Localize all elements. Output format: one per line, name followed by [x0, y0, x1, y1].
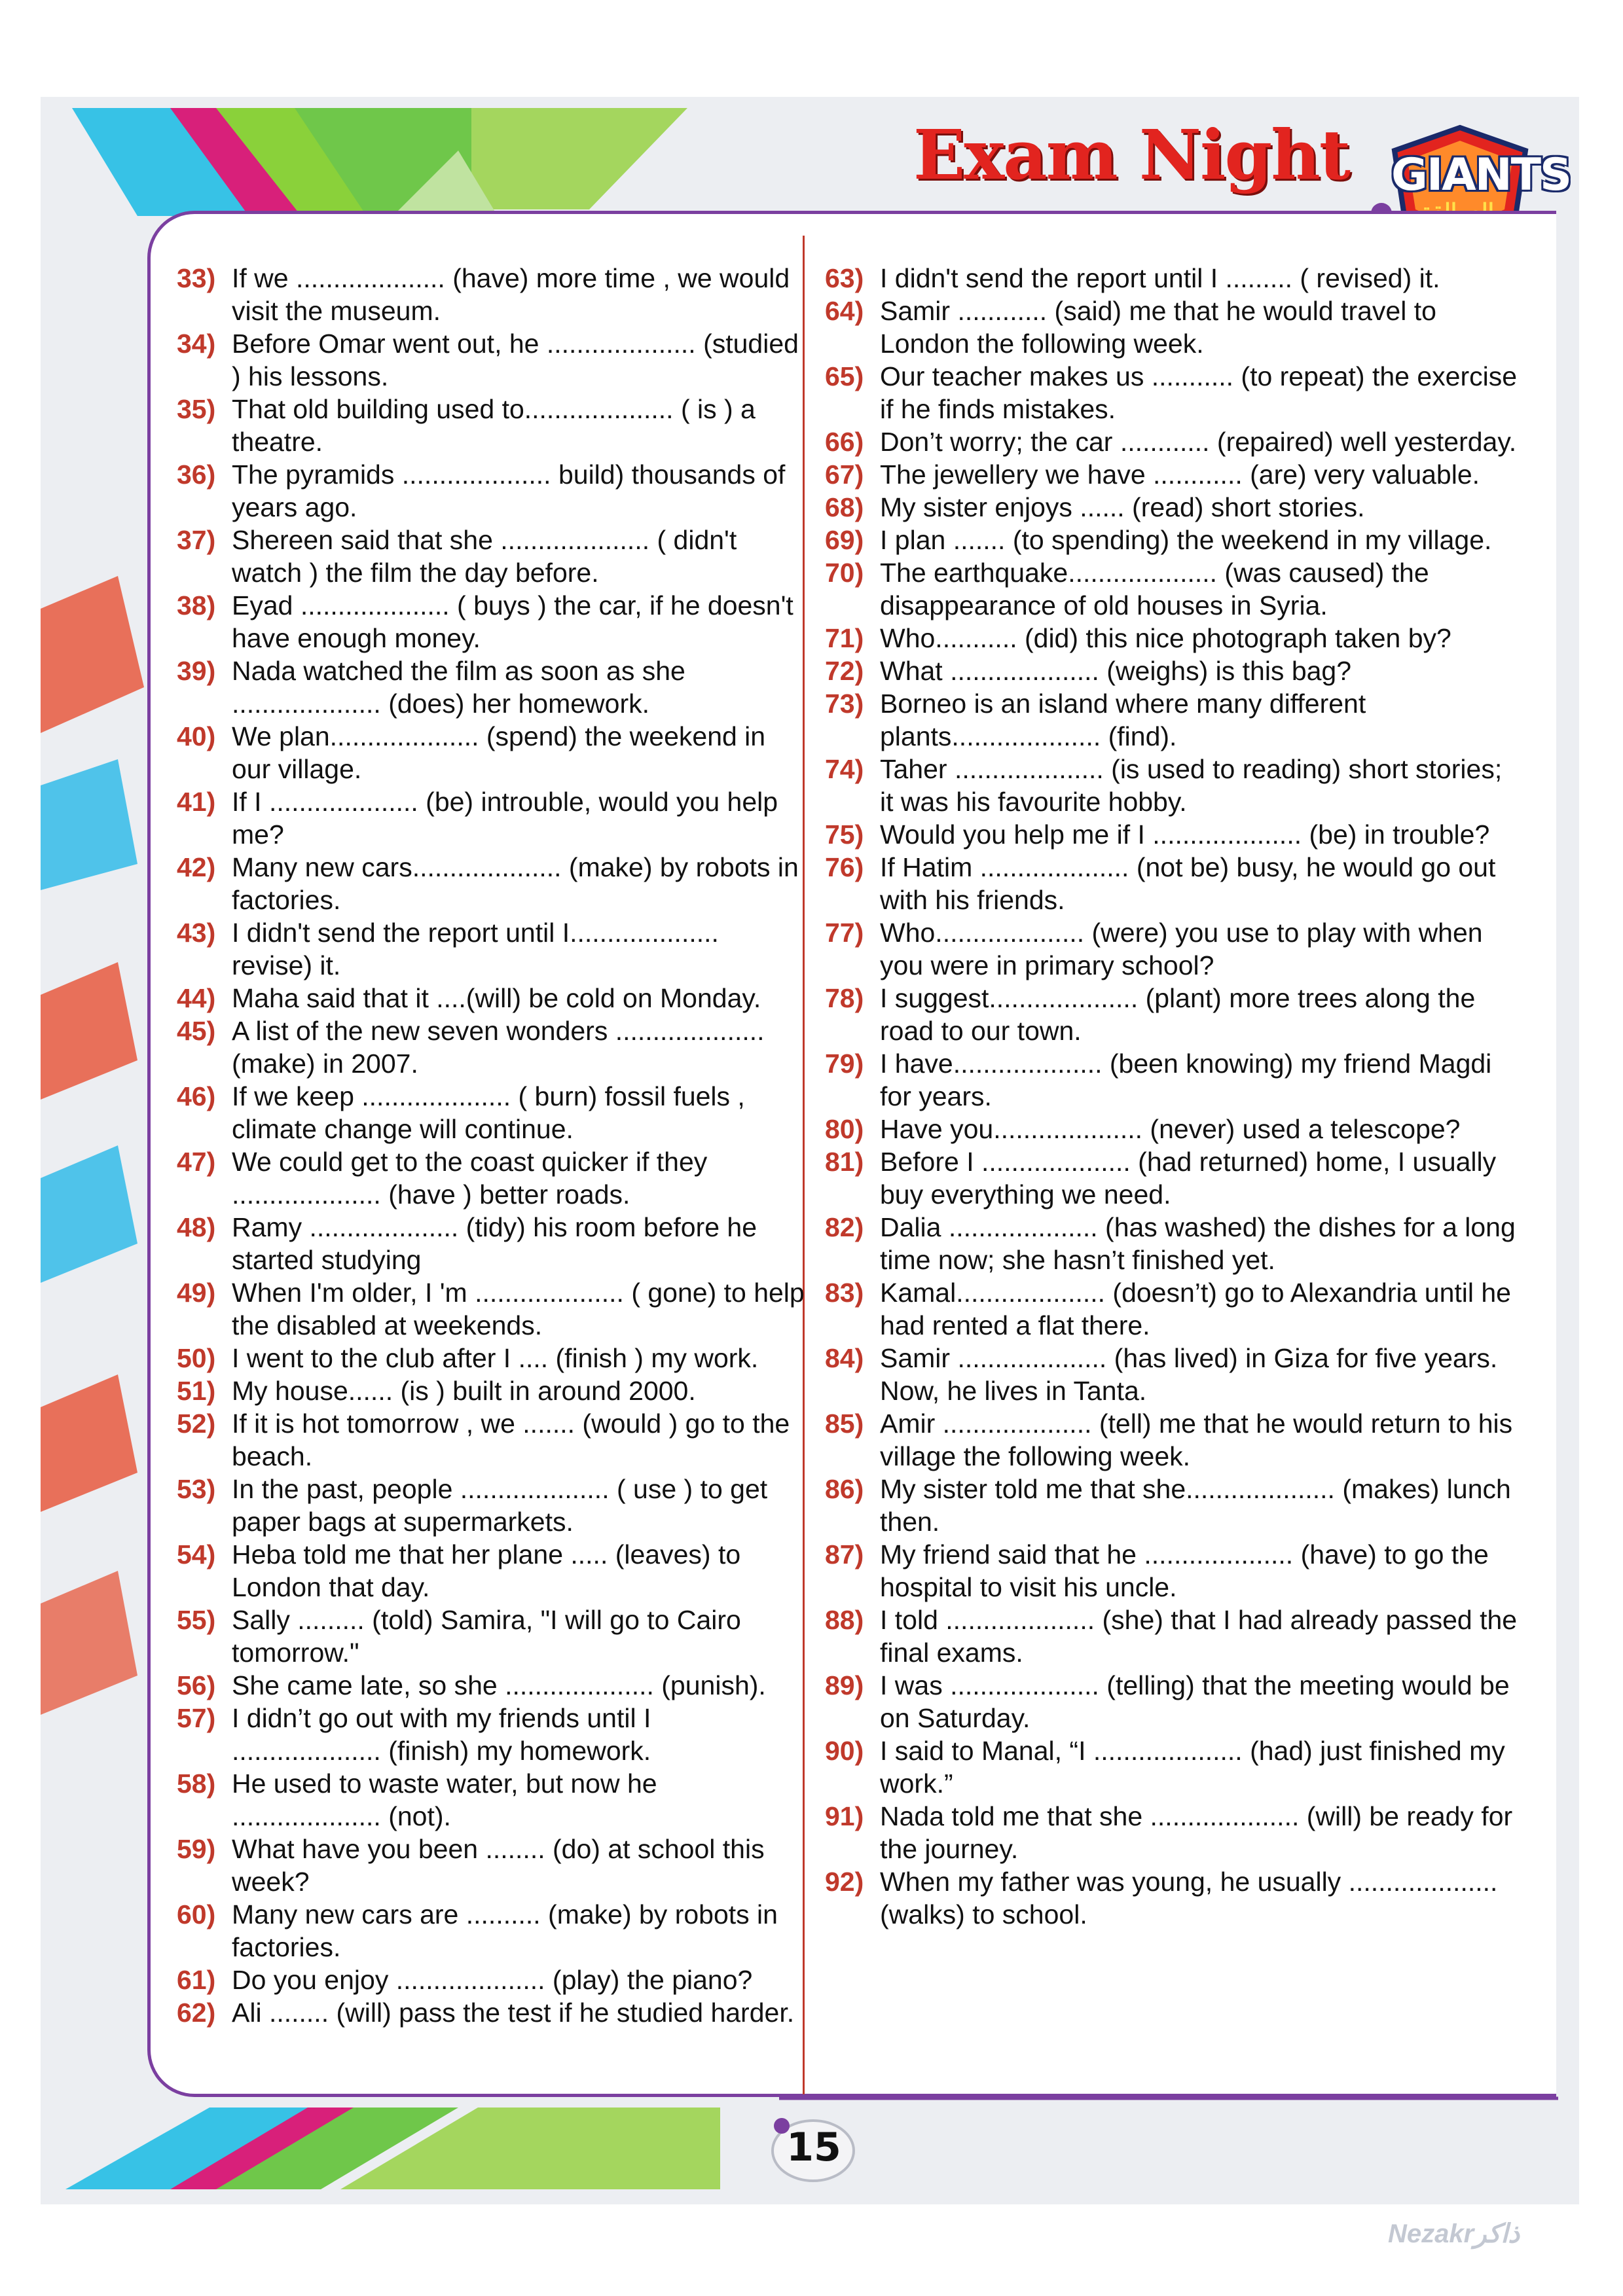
question-item: 34) Before Omar went out, he .................... (studied ) his lessons.: [177, 329, 799, 391]
question-item: 46) If we keep .................... ( burn) fossil fuels , climate change will continue.: [177, 1081, 745, 1144]
question-item: 72) What .................... (weighs) is this bag?: [825, 656, 1352, 686]
watermark-text: Nezakrذاكر: [1388, 2219, 1520, 2248]
question-item: 85) Amir .................... (tell) me that he would return to his village the following week.: [825, 1408, 1513, 1471]
question-item: 68) My sister enjoys ...... (read) short stories.: [825, 492, 1365, 522]
question-item: 76) If Hatim .................... (not be) busy, he would go out with his friends.: [825, 852, 1496, 915]
question-item: 80) Have you.................... (never) used a telescope?: [825, 1114, 1461, 1144]
question-item: 44) Maha said that it ....(will) be cold on Monday.: [177, 983, 761, 1013]
question-item: 56) She came late, so she .................... (punish).: [177, 1670, 766, 1700]
question-item: 91) Nada told me that she .................... (will) be ready for the journey.: [825, 1801, 1513, 1864]
logo-text: GIANTS: [1391, 149, 1571, 201]
right-question-column: [825, 262, 1519, 1931]
question-item: 87) My friend said that he .................... (have) to go the hospital to visit his uncle.: [825, 1539, 1489, 1602]
question-item: 64) Samir ............ (said) me that he would travel to London the following week.: [825, 296, 1436, 359]
question-item: 54) Heba told me that her plane ..... (leaves) to London that day.: [177, 1539, 741, 1602]
question-item: 63) I didn't send the report until I ......... ( revised) it.: [825, 263, 1440, 293]
question-item: 88) I told .................... (she) that I had already passed the final exams.: [825, 1605, 1518, 1668]
question-item: 74) Taher .................... (is used to reading) short stories; it was his favourite hobby.: [825, 754, 1503, 817]
question-item: 40) We plan.................... (spend) the weekend in our village.: [177, 721, 766, 784]
question-item: 71) Who........... (did) this nice photograph taken by?: [825, 623, 1451, 653]
question-item: 35) That old building used to.................... ( is ) a theatre.: [177, 394, 756, 457]
question-item: 81) Before I .................... (had returned) home, I usually buy everything we need.: [825, 1147, 1497, 1210]
question-item: 55) Sally ......... (told) Samira, "I will go to Cairo tomorrow.": [177, 1605, 741, 1668]
question-item: 83) Kamal.................... (doesn’t) go to Alexandria until he had rented a flat there.: [825, 1278, 1511, 1340]
question-item: 59) What have you been ........ (do) at school this week?: [177, 1834, 765, 1897]
question-item: 82) Dalia .................... (has washed) the dishes for a long time now; she hasn’t finished yet.: [825, 1212, 1516, 1275]
question-item: 61) Do you enjoy .................... (play) the piano?: [177, 1965, 753, 1995]
page-title: Exam Night: [913, 115, 1349, 195]
question-item: 53) In the past, people .................... ( use ) to get paper bags at supermarkets.: [177, 1474, 768, 1537]
question-item: 89) I was .................... (telling) that the meeting would be on Saturday.: [825, 1670, 1510, 1733]
question-item: 36) The pyramids .................... build) thousands of years ago.: [177, 459, 786, 522]
question-item: 48) Ramy .................... (tidy) his room before he started studying: [177, 1212, 757, 1275]
question-item: 52) If it is hot tomorrow , we ....... (would ) go to the beach.: [177, 1408, 790, 1471]
question-item: 90) I said to Manal, “I .................... (had) just finished my work.”: [825, 1736, 1505, 1799]
question-item: 66) Don’t worry; the car ............ (repaired) well yesterday.: [825, 427, 1517, 457]
question-item: 39) Nada watched the film as soon as she .................... (does) her homework.: [177, 656, 685, 719]
question-item: 50) I went to the club after I .... (finish ) my work.: [177, 1343, 759, 1373]
question-item: 47) We could get to the coast quicker if they .................... (have ) better roads.: [177, 1147, 708, 1210]
question-item: 45) A list of the new seven wonders .................... (make) in 2007.: [177, 1016, 765, 1079]
question-item: 58) He used to waste water, but now he .................... (not).: [177, 1768, 657, 1831]
question-item: 70) The earthquake.................... (was caused) the disappearance of old houses in Syria.: [825, 558, 1429, 620]
question-item: 62) Ali ........ (will) pass the test if he studied harder.: [177, 1998, 795, 2028]
question-item: 57) I didn’t go out with my friends until I .................... (finish) my homework.: [177, 1703, 651, 1766]
page-number: 15: [786, 2125, 841, 2170]
question-item: 86) My sister told me that she.................... (makes) lunch then.: [825, 1474, 1511, 1537]
question-item: 49) When I'm older, I 'm .................... ( gone) to help the disabled at weekends.: [177, 1278, 805, 1340]
question-item: 65) Our teacher makes us ........... (to repeat) the exercise if he finds mistakes.: [825, 361, 1518, 424]
question-item: 41) If I .................... (be) introuble, would you help me?: [177, 787, 778, 850]
question-item: 43) I didn't send the report until I.................... revise) it.: [177, 918, 719, 980]
question-item: 79) I have.................... (been knowing) my friend Magdi for years.: [825, 1049, 1492, 1111]
question-item: 84) Samir .................... (has lived) in Giza for five years. Now, he lives in Tanta.: [825, 1343, 1498, 1406]
question-item: 51) My house...... (is ) built in around 2000.: [177, 1376, 696, 1406]
question-item: 37) Shereen said that she .................... ( didn't watch ) the film the day before.: [177, 525, 737, 588]
left-question-column: [177, 262, 805, 2029]
question-item: 38) Eyad .................... ( buys ) the car, if he doesn't have enough money.: [177, 590, 793, 653]
question-item: 75) Would you help me if I .................... (be) in trouble?: [825, 819, 1490, 850]
question-item: 77) Who.................... (were) you use to play with when you were in primary school?: [825, 918, 1483, 980]
question-item: 42) Many new cars.................... (make) by robots in factories.: [177, 852, 799, 915]
question-item: 60) Many new cars are .......... (make) by robots in factories.: [177, 1899, 778, 1962]
question-item: 33) If we .................... (have) more time , we would visit the museum.: [177, 263, 790, 326]
question-item: 69) I plan ....... (to spending) the weekend in my village.: [825, 525, 1492, 555]
question-item: 92) When my father was young, he usually .................... (walks) to school.: [825, 1867, 1498, 1929]
question-item: 73) Borneo is an island where many different plants.................... (find).: [825, 689, 1366, 751]
question-item: 67) The jewellery we have ............ (are) very valuable.: [825, 459, 1480, 490]
question-item: 78) I suggest.................... (plant) more trees along the road to our town.: [825, 983, 1476, 1046]
